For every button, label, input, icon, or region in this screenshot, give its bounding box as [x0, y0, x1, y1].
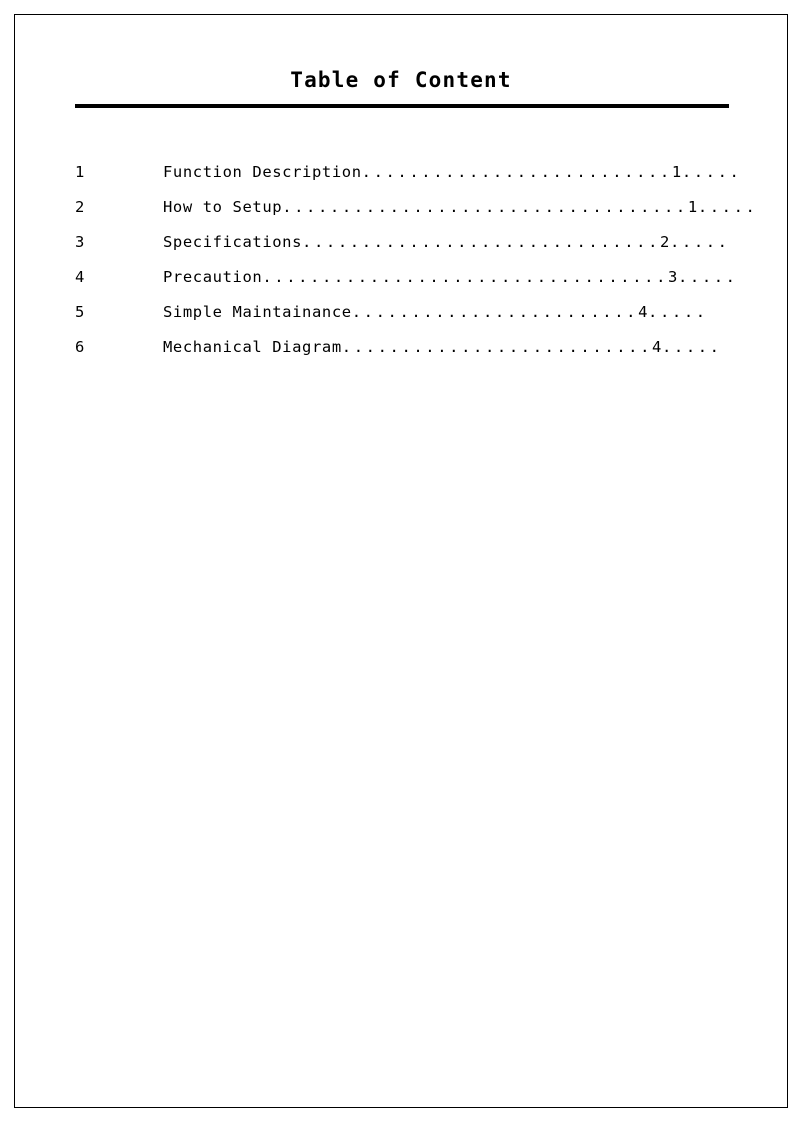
- page-title: Table of Content: [290, 68, 512, 92]
- toc-entry[interactable]: [75, 295, 787, 330]
- toc-entry-trailing-leader: .....: [661, 338, 722, 356]
- toc-entry-number: 5: [75, 303, 85, 321]
- toc-entry[interactable]: [75, 155, 787, 190]
- toc-entry-leader: ..................................: [282, 198, 688, 216]
- toc-entry-label: Specifications: [163, 233, 303, 251]
- toc-entry-leader: ..............................: [302, 233, 661, 251]
- toc-entry-trailing-leader: .....: [669, 233, 730, 251]
- toc-entry[interactable]: [75, 190, 787, 225]
- toc-entry-page: 3: [668, 268, 678, 286]
- toc-entry-body: [163, 330, 787, 365]
- toc-entry-leader: ..........................: [361, 163, 672, 181]
- toc-entry-body: [163, 190, 787, 225]
- toc-entry-label: Precaution: [163, 268, 263, 286]
- toc-entry-page: 4: [652, 338, 662, 356]
- table-of-contents: [75, 155, 787, 365]
- toc-entry-number: 1: [75, 163, 85, 181]
- toc-entry-label: How to Setup: [163, 198, 283, 216]
- toc-entry-page: 4: [638, 303, 649, 321]
- toc-entry-body: [163, 260, 787, 295]
- toc-entry-trailing-leader: .....: [677, 268, 738, 286]
- title-divider: [75, 104, 729, 108]
- toc-entry-page: 1: [687, 198, 698, 216]
- toc-entry-label: Simple Maintainance: [163, 303, 352, 321]
- toc-entry-number: 6: [75, 338, 85, 356]
- toc-entry-trailing-leader: .....: [648, 303, 708, 321]
- toc-entry-body: [163, 295, 787, 330]
- toc-entry-page: 1: [671, 163, 682, 181]
- toc-entry-number: 2: [75, 198, 85, 216]
- toc-entry-body: [163, 225, 787, 260]
- toc-entry-trailing-leader: .....: [681, 163, 742, 181]
- toc-entry[interactable]: [75, 260, 787, 295]
- toc-entry-leader: ........................: [351, 303, 639, 321]
- toc-entry[interactable]: [75, 330, 787, 365]
- toc-entry-body: [163, 155, 787, 190]
- toc-entry-number: 4: [75, 268, 85, 286]
- toc-entry-leader: ..................................: [262, 268, 669, 286]
- toc-entry-number: 3: [75, 233, 85, 251]
- toc-entry-trailing-leader: .....: [697, 198, 758, 216]
- toc-entry[interactable]: [75, 225, 787, 260]
- toc-entry-leader: ..........................: [341, 338, 653, 356]
- toc-entry-label: Mechanical Diagram: [163, 338, 342, 356]
- toc-entry-page: 2: [660, 233, 670, 251]
- toc-entry-label: Function Description: [163, 163, 362, 181]
